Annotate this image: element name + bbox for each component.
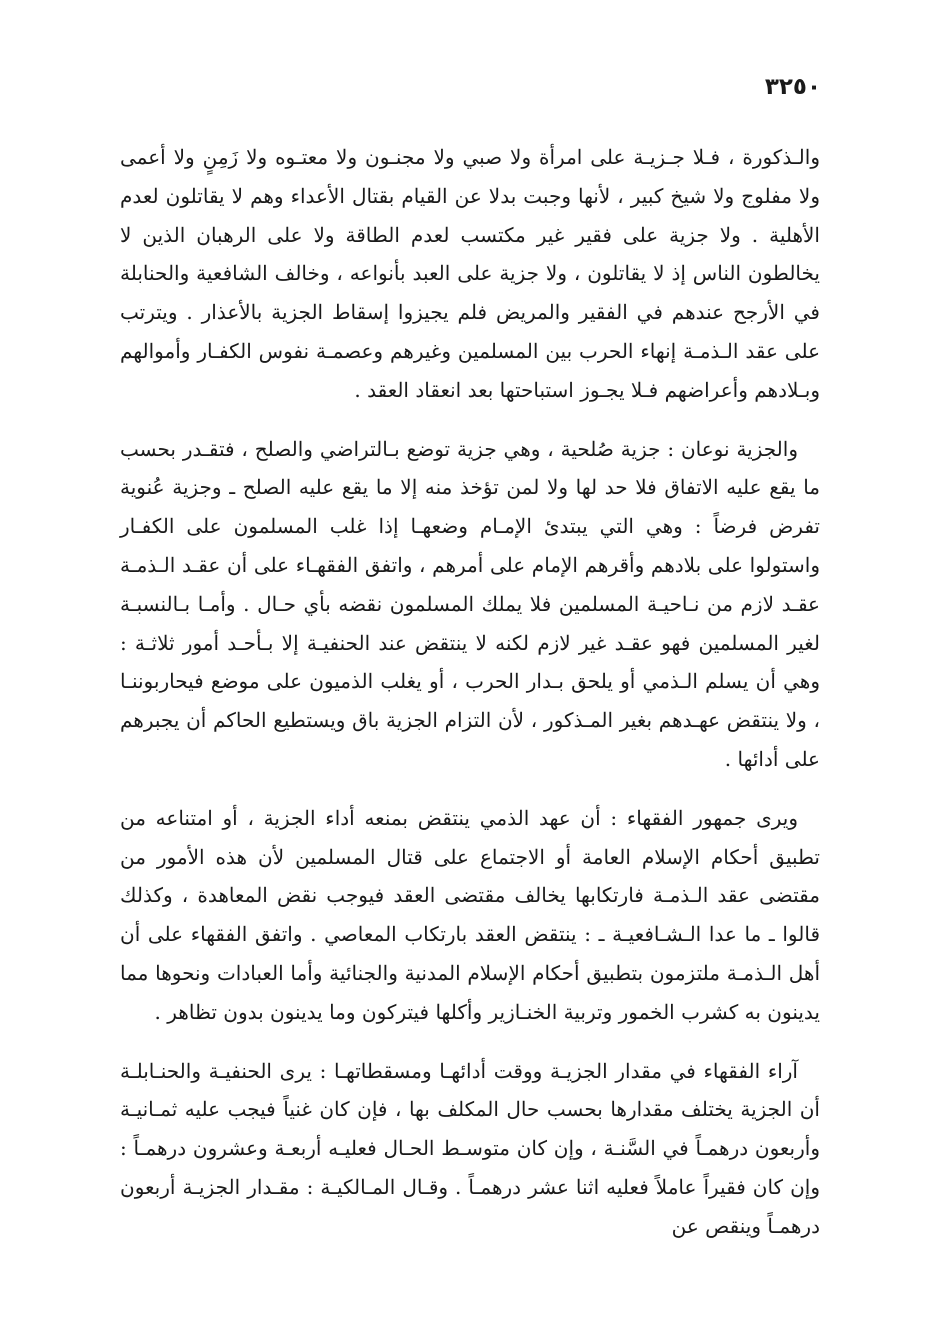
paragraph-4: آراء الفقهاء في مقدار الجزيـة ووقت أدائهـا ومسقطاتهـا : يرى الحنفيـة والحنـابلـة أن الجزية يختلف مقدارها بحسب حال المكلف بها ، فإن كان غنياً فيجب عليه ثمـانيـة وأربعون درهمـاً في السَّنـة ، وإن كان متوسـط الحـال فعليـه أربعـة وعشرون درهمـاً : وإن كان فقيراً عاملاً فعليه اثنا عشر درهمـاً . وقـال المـالكيـة : مقـدار الجزيـة أربعون درهمـاً وينقص عن	[120, 1058, 820, 1238]
paragraph-1: والـذكورة ، فـلا جـزيـة على امرأة ولا صبي ولا مجنـون ولا معتـوه ولا زَمِنٍ ولا أعمى ولا مفلوج ولا شيخ كبير ، لأنها وجبت بدلا عن القيام بقتال الأعداء وهم لا يقاتلون لعدم الأهلية . ولا جزية على فقير غير مكتسب لعدم الطاقة ولا على الرهبان الذين لا يخالطون الناس إذ لا يقاتلون ، ولا جزية على العبد بأنواعه ، وخالف الشافعية والحنابلة في الأرجح عندهم في الفقير والمريض فلم يجيزوا إسقاط الجزية بالأعذار . ويترتب على عقد الـذمـة إنهاء الحرب بين المسلمين وغيرهم وعصمـة نفوس الكفـار وأموالهم وبـلادهم وأعراضهم فـلا يجـوز استباحتها بعد انعقاد العقد .	[120, 145, 820, 402]
body-text	[120, 138, 820, 1266]
page-number: ٣٢٥٠	[764, 74, 821, 100]
paragraph-3: ويرى جمهور الفقهاء : أن عهد الذمي ينتقض بمنعه أداء الجزية ، أو امتناعه من تطبيق أحكام الإسلام العامة أو الاجتماع على قتال المسلمين لأن هذه الأمور من مقتضى عقد الـذمـة فارتكابها يخالف مقتضى العقد فيوجب نقض المعاهدة ، وكذلك قالوا ـ ما عدا الـشـافعيـة ـ : ينتقض العقد بارتكاب المعاصي . واتفق الفقهاء على أن أهل الـذمـة ملتزمون بتطبيق أحكام الإسلام المدنية والجنائية وأما العبادات ونحوها مما يدينون به كشرب الخمور وتربية الخنـازير وأكلها فيتركون وما يدينون بدون تظاهر .	[120, 805, 821, 1024]
paragraph-2: والجزية نوعان : جزية صُلحية ، وهي جزية توضع بـالتراضي والصلح ، فتقـدر بحسب ما يقع عليه الاتفاق فلا حد لها ولا لمن تؤخذ منه إلا ما يقع عليه الصلح ـ وجزية عُنوية تفرض فرضاً : وهي التي يبتدئ الإمـام وضعهـا إذا غلب المسلمون على الكفـار واستولوا على بلادهم وأقرهم الإمام على أمرهم ، واتفق الفقهـاء على أن عقـد الـذمـة عقـد لازم من نـاحيـة المسلمين فلا يملك المسلمون نقضه بأي حـال . وأمـا بـالنسبـة لغير المسلمين فهو عقـد غير لازم لكنه لا ينتقض عند الحنفيـة إلا بـأحـد أمور ثلاثـة : وهي أن يسلم الـذمي أو يلحق بـدار الحرب ، أو يغلب الذميون على موضع فيحاربوننـا ، ولا ينتقض عهـدهم بغير المـذكور ، لأن التزام الجزية باق ويستطيع الحاكم أن يجبرهم على أدائها .	[120, 436, 820, 771]
